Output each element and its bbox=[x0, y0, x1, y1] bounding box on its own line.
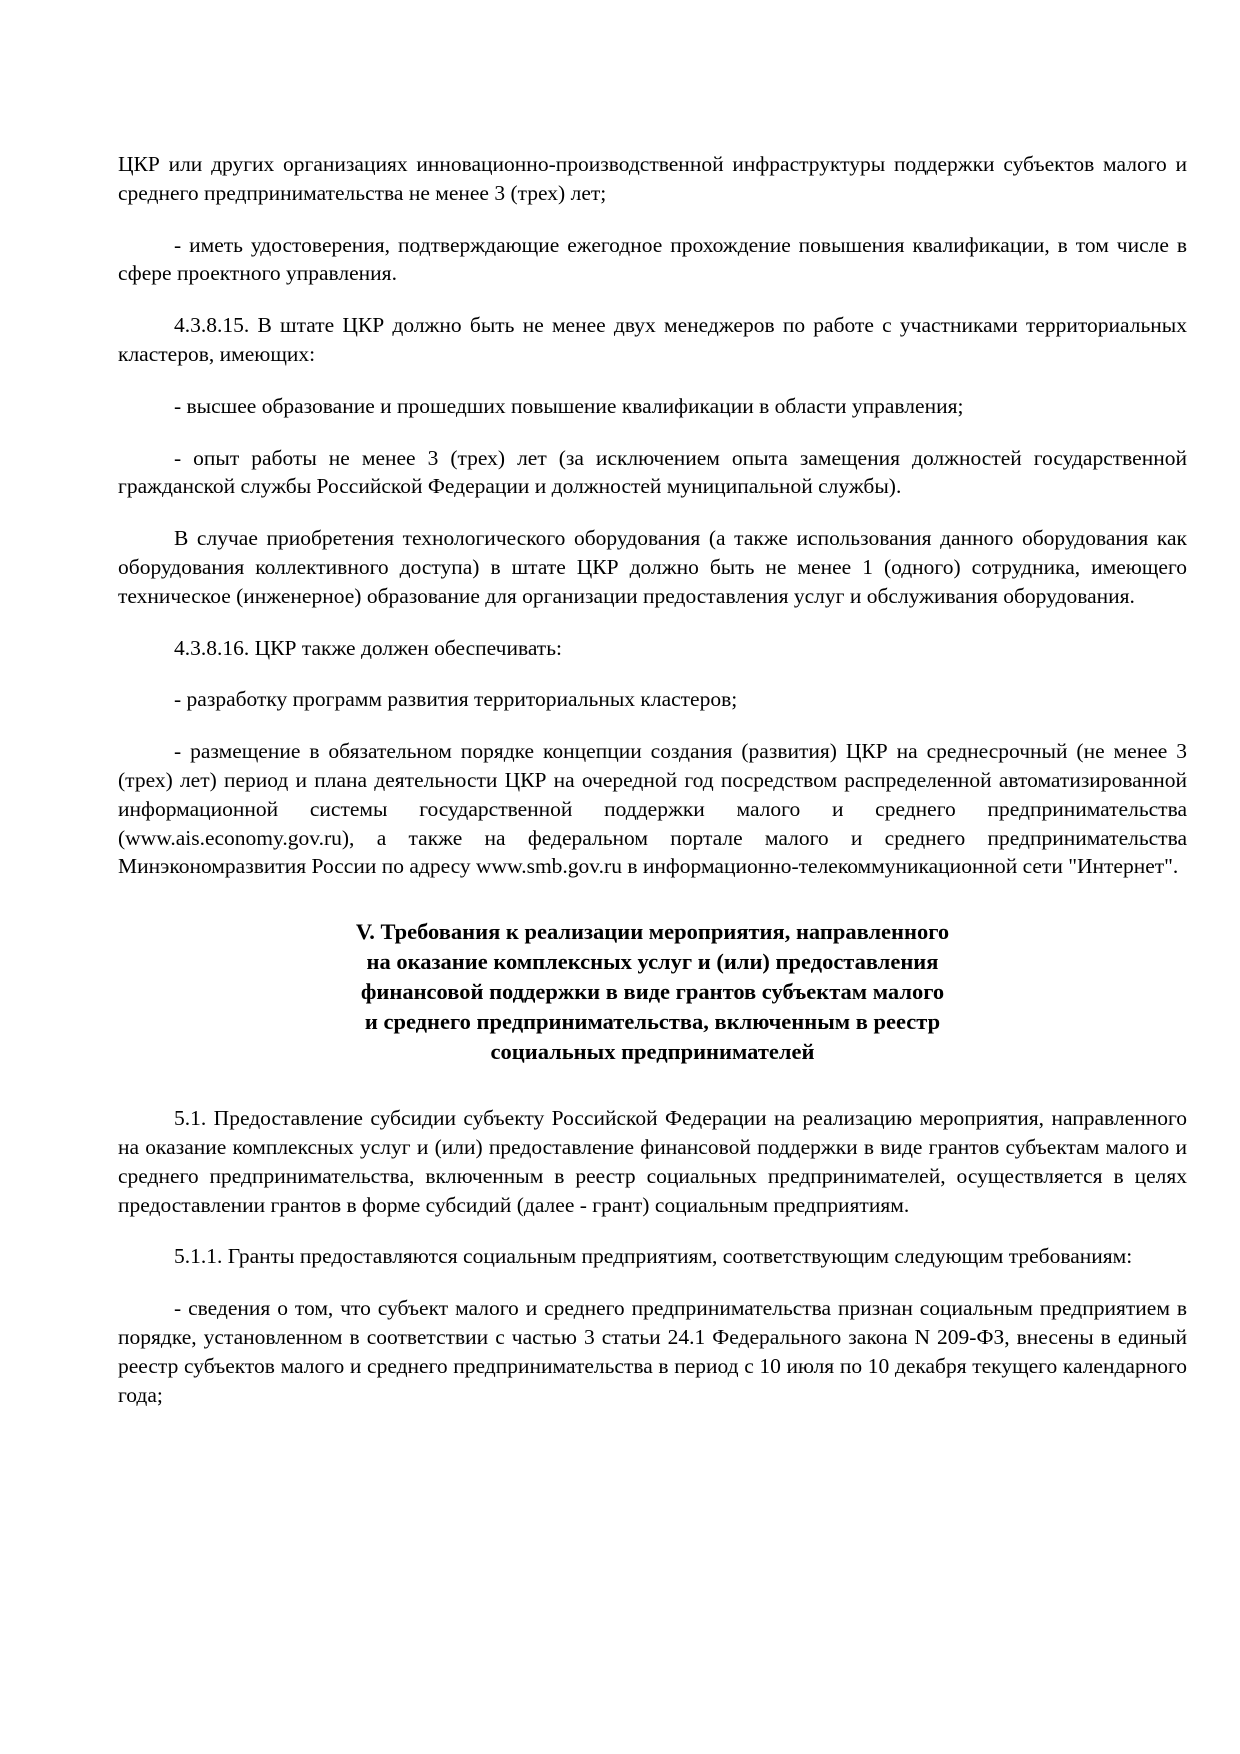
section-heading-line: на оказание комплексных услуг и (или) предоставления bbox=[366, 949, 939, 975]
section-heading-line: V. Требования к реализации мероприятия, направленного bbox=[355, 919, 950, 945]
paragraph: - размещение в обязательном порядке концепции создания (развития) ЦКР на среднесрочный (не менее 3 (трех) лет) период и плана деятельности ЦКР на очередной год посредством распределенной автоматизированной информационной системы государственной поддержки малого и среднего предпринимательства (www.ais.economy.gov.ru), а также на федеральном портале малого и среднего предпринимательства Минэкономразвития России по адресу www.smb.gov.ru в информационно-телекоммуникационной сети "Интернет". bbox=[118, 739, 1187, 879]
paragraph: - высшее образование и прошедших повышение квалификации в области управления; bbox=[174, 393, 964, 418]
paragraph: - опыт работы не менее 3 (трех) лет (за исключением опыта замещения должностей государственной гражданской службы Российской Федерации и должностей муниципальной службы). bbox=[118, 445, 1187, 499]
paragraph: 5.1. Предоставление субсидии субъекту Российской Федерации на реализацию мероприятия, направленного на оказание комплексных услуг и (или) предоставление финансовой поддержки в виде грантов субъектам малого и среднего предпринимательства, включенным в реестр социальных предпринимателей, осуществляется в целях предоставлении грантов в форме субсидий (далее - грант) социальным предприятиям. bbox=[118, 1106, 1187, 1217]
section-heading-line: и среднего предпринимательства, включенным в реестр bbox=[364, 1009, 941, 1035]
section-heading bbox=[118, 917, 1187, 1067]
paragraph: - иметь удостоверения, подтверждающие ежегодное прохождение повышения квалификации, в том числе в сфере проектного управления. bbox=[118, 232, 1187, 286]
paragraph: ЦКР или других организациях инновационно-производственной инфраструктуры поддержки субъектов малого и среднего предпринимательства не менее 3 (трех) лет; bbox=[118, 152, 1187, 205]
document-page bbox=[118, 150, 1187, 1432]
paragraph: В случае приобретения технологического оборудования (а также использования данного оборудования как оборудования коллективного доступа) в штате ЦКР должно быть не менее 1 (одного) сотрудника, имеющего техническое (инженерное) образование для организации предоставления услуг и обслуживания оборудования. bbox=[118, 526, 1187, 608]
paragraph: 5.1.1. Гранты предоставляются социальным предприятиям, соответствующим следующим требованиям: bbox=[174, 1244, 1133, 1269]
paragraph: - сведения о том, что субъект малого и среднего предпринимательства признан социальным предприятием в порядке, установленном в соответствии с частью 3 статьи 24.1 Федерального закона N 209-ФЗ, внесены в единый реестр субъектов малого и среднего предпринимательства в период с 10 июля по 10 декабря текущего календарного года; bbox=[118, 1296, 1187, 1407]
paragraph: 4.3.8.16. ЦКР также должен обеспечивать: bbox=[174, 635, 562, 660]
paragraph: 4.3.8.15. В штате ЦКР должно быть не менее двух менеджеров по работе с участниками территориальных кластеров, имеющих: bbox=[118, 313, 1187, 366]
section-heading-line: социальных предпринимателей bbox=[490, 1039, 815, 1065]
section-heading-line: финансовой поддержки в виде грантов субъектам малого bbox=[360, 979, 945, 1005]
paragraph: - разработку программ развития территориальных кластеров; bbox=[174, 687, 738, 712]
